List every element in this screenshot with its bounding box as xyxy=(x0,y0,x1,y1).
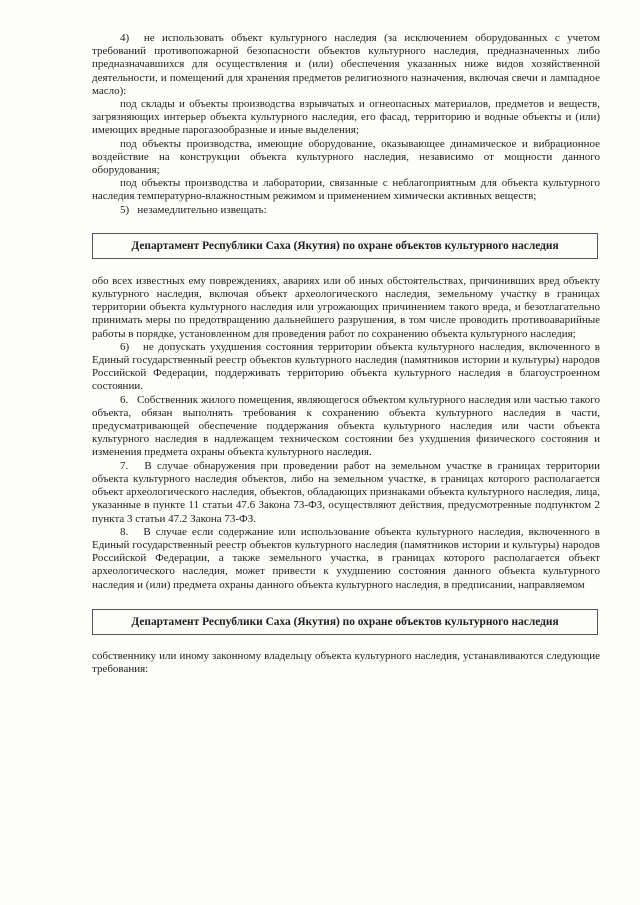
paragraph: 4) не использовать объект культурного наследия (за исключением оборудованных с учетом требований противопожарной безопасности объектов культурного наследия, предназначенных либо предназначавшихся для осуществления и (или) обеспечения указанных ниже видов хозяйственной деятельности, и помещений для хранения предметов религиозного назначения, включая свечи и лампадное масло): xyxy=(92,32,600,97)
text-block-1 xyxy=(92,32,600,217)
paragraph: собственнику или иному законному владельцу объекта культурного наследия, устанавливаются следующие требования: xyxy=(92,649,600,675)
paragraph: 5) незамедлительно извещать: xyxy=(120,203,267,216)
text-block-3 xyxy=(92,650,600,676)
paragraph: под объекты производства, имеющие оборудование, оказывающее динамическое и вибрационное воздействие на конструкции объекта культурного наследия, независимо от мощности данного оборудования; xyxy=(92,137,600,177)
paragraph: 8. В случае если содержание или использование объекта культурного наследия, включенного в Единый государственный реестр объектов культурного наследия (памятников истории и культуры) народов Российской Федерации, а также земельного участка, в границах которого располагается объект археологического наследия, может привести к ухудшению состояния данного объекта культурного наследия и (или) предмета охраны данного объекта культурного наследия, в предписании, направляемом xyxy=(92,525,600,591)
department-banner: Департамент Республики Саха (Якутия) по охране объектов культурного наследия xyxy=(92,609,598,635)
paragraph: под объекты производства и лаборатории, связанные с неблагоприятным для объекта культурного наследия температурно-влажностным режимом и применением химически активных веществ; xyxy=(92,177,600,203)
text-block-2 xyxy=(92,275,600,592)
paragraph: 7. В случае обнаружения при проведении работ на земельном участке в границах территории объекта культурного наследия объектов, либо на земельном участке, в границах которого располагается объект археологического наследия, объектов, обладающих признаками объекта культурного наследия, лица, указанные в пункте 11 статьи 47.6 Закона 73-ФЗ, осуществляют действия, предусмотренные подпунктом 2 пункта 3 статьи 47.2 Закона 73-ФЗ. xyxy=(92,459,600,525)
paragraph: обо всех известных ему повреждениях, авариях или об иных обстоятельствах, причинивших вред объекту культурного наследия, включая объект археологического наследия, земельному участку в границах территории объекта культурного наследия или угрожающих причинением такого вреда, и безотлагательно принимать меры по предотвращению дальнейшего разрушения, в том числе проводить противоаварийные работы в порядке, установленном для проведения работ по сохранению объекта культурного наследия; xyxy=(92,274,600,340)
paragraph: под склады и объекты производства взрывчатых и огнеопасных материалов, предметов и веществ, загрязняющих интерьер объекта культурного наследия, его фасад, территорию и водные объекты и (или) имеющих вредные парогазообразные и иные выделения; xyxy=(92,98,600,137)
department-banner: Департамент Республики Саха (Якутия) по охране объектов культурного наследия xyxy=(92,233,598,259)
paragraph: 6. Собственник жилого помещения, являющегося объектом культурного наследия или частью такого объекта, обязан выполнять требования к сохранению объекта культурного наследия в части, предусматривающей обеспечение поддержания объекта культурного наследия или части объекта культурного наследия в надлежащем техническом состоянии без ухудшения физического состояния и изменения предмета охраны объекта культурного наследия. xyxy=(92,393,600,459)
paragraph: 6) не допускать ухудшения состояния территории объекта культурного наследия, включенного в Единый государственный реестр объектов культурного наследия (памятников истории и культуры) народов Российской Федерации, поддерживать территорию объекта культурного наследия в благоустроенном состоянии. xyxy=(92,340,600,393)
